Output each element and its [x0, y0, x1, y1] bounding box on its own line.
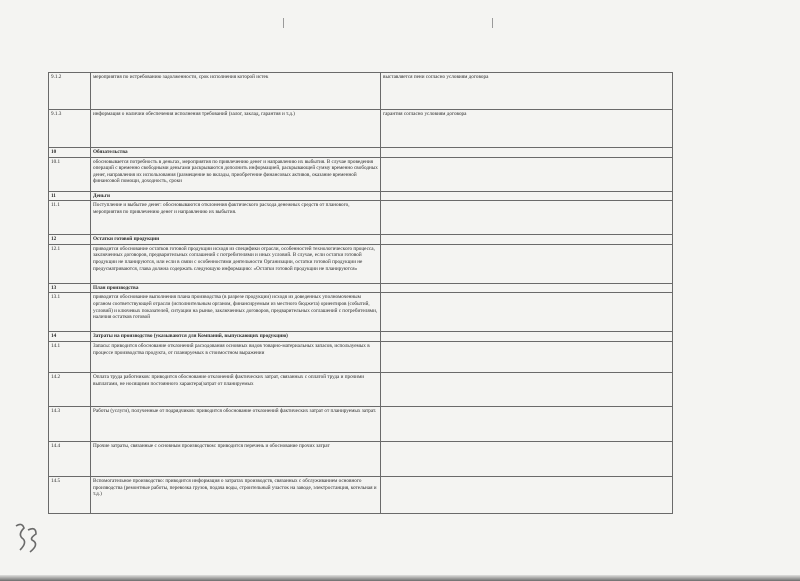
row-note: [381, 441, 673, 476]
row-number: 14.3: [49, 406, 91, 441]
row-number: 14.2: [49, 372, 91, 406]
row-description: информация о наличии обеспечения исполнения требований (залог, заклад, гарантия и т.д.): [91, 110, 381, 148]
scan-mark-right: [492, 18, 493, 28]
row-note: [381, 332, 673, 342]
row-description: Работы (услуги), полученные от подрядчиков: приводится обоснование отклонений фактических затрат от планируемых затрат.: [91, 406, 381, 441]
table-row: [49, 293, 673, 332]
table-row: [49, 441, 673, 476]
table-row: [49, 244, 673, 283]
row-description: Затраты на производство (указываются для Компаний, выпускающих продукцию): [91, 332, 381, 342]
row-note: [381, 293, 673, 332]
row-description: Вспомогательное производство: приводится информация о затратах производств, связанных с обслуживанием основного производства (ремонтные работы, перевозка грузов, подача воды, строительный участок на заводе, электростанция, котельная и т.д.): [91, 476, 381, 513]
row-description: Поступление и выбытие денег: обосновываются отклонения фактического расхода денежных средств от планового, мероприятия по привлечению денег и направлению их выбытия.: [91, 201, 381, 235]
handwritten-page-number: [8, 518, 44, 558]
row-description: Прочие затраты, связанные с основным производством: приводится перечень и обоснование прочих затрат: [91, 441, 381, 476]
table-row: [49, 332, 673, 342]
row-description: приводится обоснование остатков готовой продукции исходя из специфики отрасли, особенностей технологического процесса, заключенных договоров, предварительных соглашений с потребителями и иных условий. В случае, если остатки готовой продукции не планируются, или если в связи с особенностями деятельности Организации, остатки готовой продукции не предусматриваются, глава должна содержать следующую информацию: «Остатки готовой продукции не планируются»: [91, 244, 381, 283]
row-number: 12.1: [49, 244, 91, 283]
row-number: 13.1: [49, 293, 91, 332]
row-note: [381, 283, 673, 293]
row-note: [381, 157, 673, 191]
row-description: План производства: [91, 283, 381, 293]
row-note: [381, 244, 673, 283]
row-note: [381, 191, 673, 201]
row-note: [381, 372, 673, 406]
row-number: 14.5: [49, 476, 91, 513]
table-row: [49, 110, 673, 148]
row-description: приводится обоснование выполнения плана производства (в разрезе продукции) исходя из доведенных уполномоченным органом соответствующей отрасли (исполнительным органом, финансируемым из местного бюджета) ориентиров (событий, условий) и ключевых показателей, ситуации на рынке, заключенных договоров, предварительных соглашений с потребителями, наличия остатков готовой: [91, 293, 381, 332]
row-note: [381, 148, 673, 158]
row-note: [381, 235, 673, 245]
table-row: [49, 406, 673, 441]
row-note: гарантия согласно условиям договора: [381, 110, 673, 148]
row-number: 10: [49, 148, 91, 158]
row-description: Запасы: приводится обоснование отклонений расходования основных видов товарно-материальных запасов, используемых в процессе производства продукта, от планируемых в стоимостном выражении: [91, 341, 381, 372]
table-row: [49, 235, 673, 245]
table-row: [49, 341, 673, 372]
row-number: 14.1: [49, 341, 91, 372]
table-row: [49, 372, 673, 406]
row-number: 11: [49, 191, 91, 201]
row-note: [381, 406, 673, 441]
row-number: 12: [49, 235, 91, 245]
row-note: [381, 201, 673, 235]
table-row: [49, 73, 673, 110]
row-number: 11.1: [49, 201, 91, 235]
row-number: 9.1.3: [49, 110, 91, 148]
table-row: [49, 191, 673, 201]
row-number: 9.1.2: [49, 73, 91, 110]
document-table: [48, 72, 673, 514]
table-row: [49, 201, 673, 235]
row-description: Остатки готовой продукции: [91, 235, 381, 245]
row-note: [381, 341, 673, 372]
row-description: мероприятия по истребованию задолженности, срок исполнения которой истек: [91, 73, 381, 110]
row-description: Оплата труда работников: приводится обоснование отклонений фактических затрат, связанных с оплатой труда и прочими выплатами, не носящими постоянного характера(затрат от планируемых: [91, 372, 381, 406]
row-description: Обязательства: [91, 148, 381, 158]
row-number: 14.4: [49, 441, 91, 476]
row-number: 10.1: [49, 157, 91, 191]
row-number: 14: [49, 332, 91, 342]
row-note: [381, 476, 673, 513]
row-number: 13: [49, 283, 91, 293]
table-row: [49, 476, 673, 513]
table-row: [49, 283, 673, 293]
table-row: [49, 157, 673, 191]
row-description: Деньги: [91, 191, 381, 201]
row-description: обосновывается потребность в деньгах, мероприятия по привлечению денег и направлению их выбытия. В случае проведения операций с временно свободными деньгами раскрываются дополнить информацией, раскрывающей сумму временно свободных денег, направления их использования (размещение во вклады, приобретение финансовых активов, оказание временной финансовой помощи, доходность, сроки: [91, 157, 381, 191]
scan-mark-left: [283, 18, 284, 28]
row-note: выставляется пени согласно условиям договора: [381, 73, 673, 110]
table-row: [49, 148, 673, 158]
scan-bottom-edge: [0, 575, 800, 581]
